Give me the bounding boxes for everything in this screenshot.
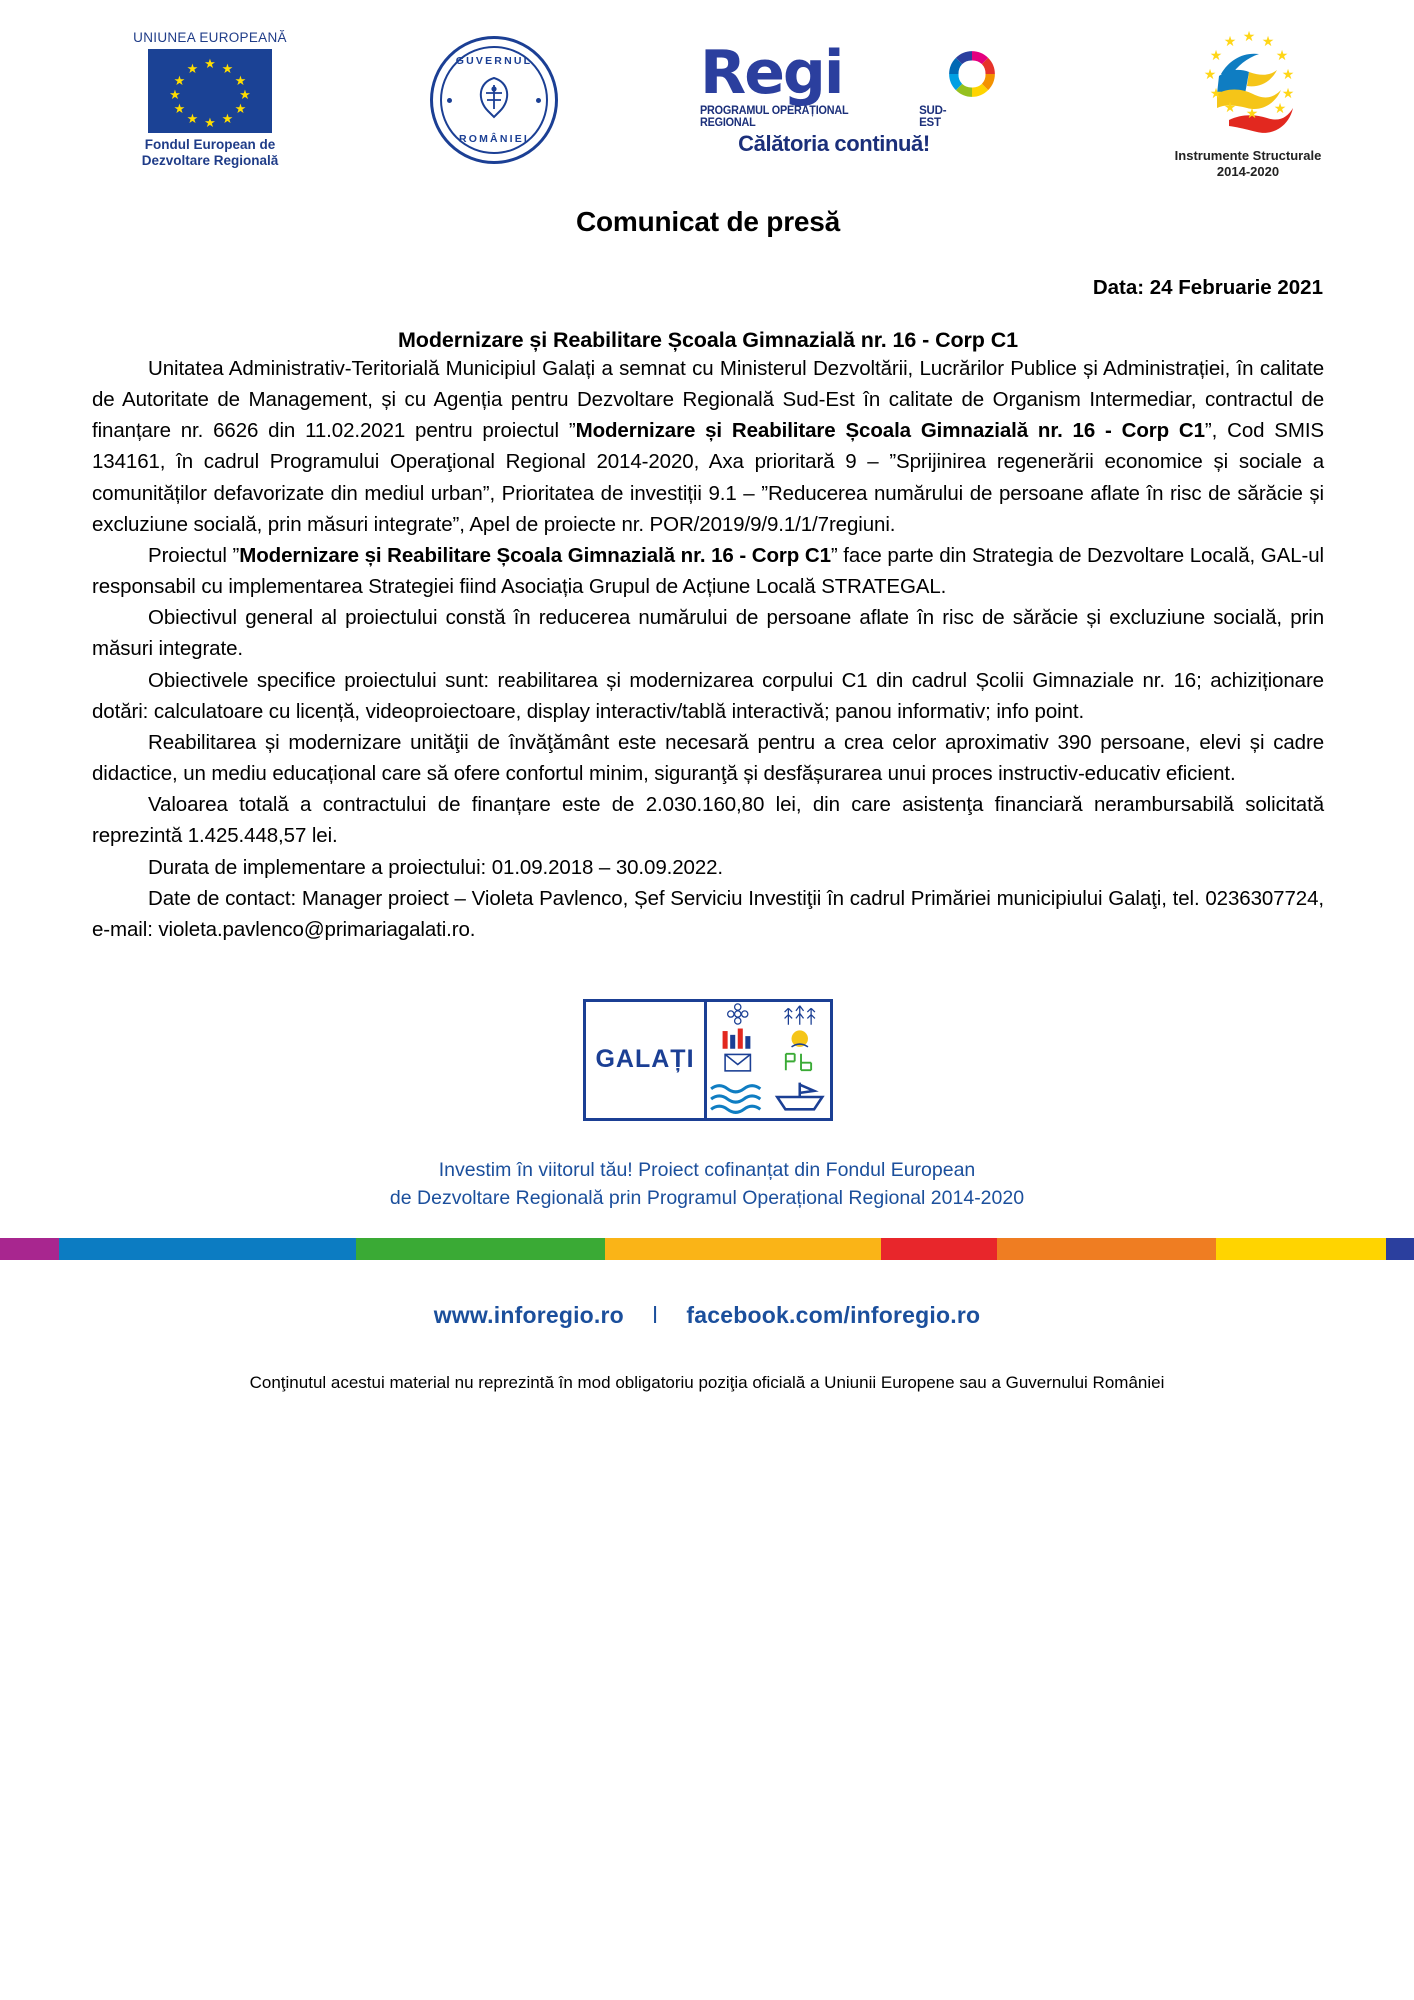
structural-instruments-logo — [1148, 28, 1348, 181]
ship-icon — [769, 1074, 831, 1118]
regio-logo — [700, 38, 1000, 157]
footer-tagline — [0, 1157, 1414, 1212]
regio-programme-text: PROGRAMUL OPERAȚIONAL REGIONAL — [700, 105, 849, 129]
galati-pictogram-envelope — [707, 1050, 769, 1074]
regio-wordmark-row — [700, 38, 1000, 108]
flower-icon — [707, 1002, 769, 1026]
regio-wordmark: Regi — [700, 38, 843, 108]
paragraph-strategy — [92, 540, 1324, 602]
galati-pictogram-ship — [769, 1074, 831, 1118]
color-bar-segment-3 — [356, 1238, 605, 1260]
paragraph-implementation-period: Durata de implementare a proiectului: 01.09.2018 – 30.09.2022. — [148, 855, 724, 879]
romanian-government-logo — [430, 36, 564, 170]
ornament-icon — [769, 1050, 831, 1074]
sun-icon — [769, 1026, 831, 1050]
footer-tagline-line1: Investim în viitorul tău! Proiect cofinanțat din Fondul European — [438, 1158, 976, 1181]
seal-bottom-text: ROMÂNIEI — [458, 133, 530, 145]
color-bar-segment-4 — [605, 1238, 881, 1260]
seal-right-dot — [536, 98, 541, 103]
water-waves-icon — [707, 1074, 769, 1118]
page-title: Comunicat de presă — [575, 206, 841, 237]
page-footer — [0, 1157, 1414, 1393]
paragraph-contact-details: Date de contact: Manager proiect – Violeta Pavlenco, Șef Serviciu Investiţii în cadrul Primăriei municipiului Galaţi, tel. 0236307724, e-mail: violeta.pavlenco@primariagalati.ro. — [92, 886, 1324, 941]
galati-pictogram-flower — [707, 1002, 769, 1026]
factory-icon — [707, 1026, 769, 1050]
paragraph-rehabilitation-need: Reabilitarea și modernizare unităţii de învăţământ este necesară pentru a crea celor aproximativ 390 persoane, elevi și cadre didactice, un mediu educațional care să ofere confortul minim, siguranţă și desfășurarea unui proces instructiv-educativ eficient. — [92, 730, 1324, 786]
paragraph1-project-name: Modernizare și Reabilitare Școala Gimnazială nr. 16 - Corp C1 — [575, 419, 1205, 443]
envelope-icon — [707, 1050, 769, 1074]
color-bar-segment-2 — [59, 1238, 356, 1260]
rainbow-color-bar — [0, 1238, 1414, 1260]
wheat-icon — [769, 1002, 831, 1026]
government-seal-icon — [430, 36, 558, 164]
link-separator: l — [652, 1302, 658, 1329]
galati-pictogram-ornament — [769, 1050, 831, 1074]
project-subtitle: Modernizare și Reabilitare Școala Gimnazială nr. 16 - Corp C1 — [397, 328, 1018, 352]
structural-caption-line1: Instrumente Structurale — [1174, 148, 1322, 163]
eu-logo-title: UNIUNEA EUROPEANĂ — [133, 30, 287, 45]
regio-programme-row — [700, 105, 968, 129]
paragraph2-text-part2: ” face parte din Strategia de Dezvoltare Locală, GAL-ul responsabil cu implementarea Strategiei fiind Asociația Grupul de Acțiune Locală STRATEGAL. — [92, 543, 1325, 599]
paragraph1-text-part2: ”, Cod SMIS 134161, în cadrul Programului Operaţional Regional 2014-2020, Axa prioritară 9 – ”Sprijinirea regenerării economice și sociale a comunităților defavorizate din mediul urban”, Prioritatea de investiții 9.1 – ”Reducerea numărului de persoane aflate în risc de sărăcie și excluziune socială, prin măsuri integrate”, Apel de proiecte nr. POR/2019/9/9.1/1/7regiuni. — [92, 419, 1324, 536]
header-logo-strip — [0, 0, 1414, 198]
paragraph-specific-objectives: Obiectivele specifice proiectului sunt: reabilitarea și modernizarea corpului C1 din cadrul Școlii Gimnaziale nr. 16; achiziționare dotări: calculatoare cu licență, videoproiectoare, display interactiv/tablă interactivă; panou informativ; info point. — [92, 668, 1324, 723]
color-bar-segment-6 — [997, 1238, 1216, 1260]
galati-pictogram-plants — [769, 1002, 831, 1026]
galati-pictogram-sun — [769, 1026, 831, 1050]
regio-color-wheel-icon — [946, 48, 998, 100]
eu-flag-logo — [100, 30, 320, 169]
paragraph2-text-part1: Proiectul ” — [148, 543, 240, 567]
paragraph2-project-name: Modernizare și Reabilitare Școala Gimnazială nr. 16 - Corp C1 — [239, 543, 831, 567]
galati-logo-pictograms — [704, 1002, 830, 1118]
document-body — [0, 206, 1414, 1121]
paragraph1-text-part1: Unitatea Administrativ-Teritorială Municipiul Galați a semnat cu Ministerul Dezvoltării, Lucrărilor Publice și Administrației, în calitate de Autoritate de Management, și cu Agenția pentru Dezvoltare Regională Sud-Est în calitate de Organism Intermediar, contractul de finanțare nr. 6626 din 11.02.2021 pentru proiectul ” — [92, 357, 1324, 443]
paragraph-contract-value: Valoarea totală a contractului de finanțare este de 2.030.160,80 lei, din care asistenţa financiară nerambursabilă solicitată reprezintă 1.425.448,57 lei. — [92, 793, 1324, 848]
color-bar-segment-8 — [1386, 1238, 1414, 1260]
footer-tagline-line2: de Dezvoltare Regională prin Programul Operațional Regional 2014-2020 — [389, 1186, 1025, 1209]
paragraph-general-objective: Obiectivul general al proiectului constă în reducerea numărului de persoane aflate în risc de sărăcie și excluziune socială, prin măsuri integrate. — [92, 606, 1324, 661]
eagle-crest-icon — [473, 76, 515, 124]
galati-pictogram-water — [707, 1074, 769, 1118]
eu-flag-icon: ★ ★ ★ ★ ★ ★ ★ ★ ★ ★ ★ ★ — [148, 49, 272, 133]
eu-logo-subtitle-line2: Dezvoltare Regională — [141, 152, 279, 168]
structural-instruments-caption — [1148, 148, 1348, 181]
color-bar-segment-5 — [881, 1238, 997, 1260]
paragraph-contract-signing — [92, 353, 1324, 540]
structural-instruments-icon: ★ ★ ★ ★ ★ ★ ★ ★ ★ ★ ★ ★ — [1185, 28, 1311, 146]
inforegio-website-link[interactable]: www.inforegio.ro — [433, 1302, 624, 1329]
regio-region-text: SUD-EST — [919, 105, 947, 129]
galati-city-logo — [583, 999, 833, 1121]
press-release-date: Data: 24 Februarie 2021 — [1092, 276, 1323, 299]
structural-caption-line2: 2014-2020 — [1216, 164, 1280, 180]
seal-top-text: GUVERNUL — [455, 55, 533, 67]
galati-logo-label: GALAȚI — [595, 1045, 695, 1074]
galati-pictogram-factory — [707, 1026, 769, 1050]
eu-logo-subtitle — [100, 137, 320, 169]
color-bar-segment-1 — [0, 1238, 59, 1260]
color-bar-segment-7 — [1216, 1238, 1386, 1260]
galati-logo-wrapper — [92, 999, 1324, 1121]
footer-links — [0, 1302, 1414, 1329]
regio-slogan: Călătoria continuă! — [738, 131, 930, 156]
seal-left-dot — [447, 98, 452, 103]
inforegio-facebook-link[interactable]: facebook.com/inforegio.ro — [686, 1302, 981, 1329]
eu-logo-subtitle-line1: Fondul European de — [144, 137, 276, 152]
footer-disclaimer: Conţinutul acestui material nu reprezintă în mod obligatoriu poziţia oficială a Uniunii Europene sau a Guvernului României — [249, 1373, 1165, 1393]
